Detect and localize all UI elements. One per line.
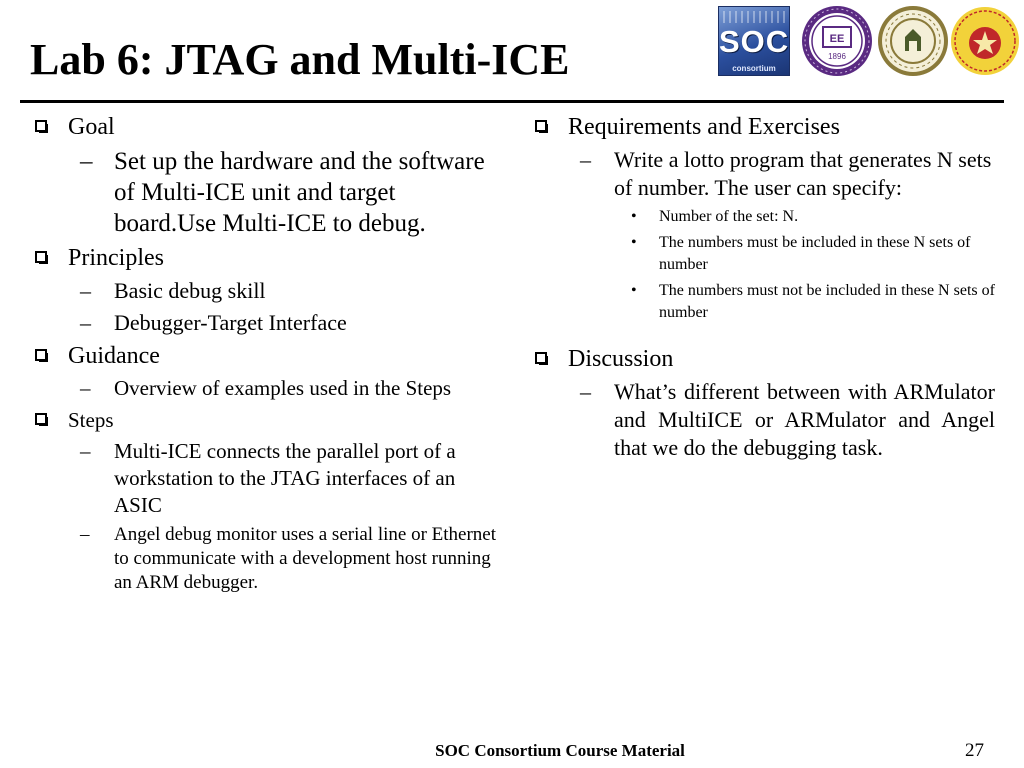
guidance-item xyxy=(33,375,498,402)
checkbox-bullet-icon xyxy=(535,352,547,364)
discussion-item xyxy=(533,378,995,462)
dot-bullet: • xyxy=(631,234,637,251)
goal-heading-text: Goal xyxy=(68,114,115,140)
dash-bullet: – xyxy=(580,147,591,172)
checkbox-bullet-icon xyxy=(35,349,47,361)
steps-item xyxy=(33,523,498,595)
footer-text: SOC Consortium Course Material xyxy=(435,741,685,760)
page-number: 27 xyxy=(965,740,984,761)
discussion-item-text: What’s different between with ARMulator and MultiICE or ARMulator and Angel that we do the debugging task. xyxy=(614,379,995,460)
seal-year: 1896 xyxy=(828,52,846,61)
guidance-heading-text: Guidance xyxy=(68,343,160,369)
title-divider xyxy=(20,100,1004,103)
requirements-subitem-text: The numbers must be included in these N sets of number xyxy=(659,234,971,273)
requirements-subitem-text: The numbers must not be included in these N sets of number xyxy=(659,282,995,321)
seal-mark: EE xyxy=(829,33,845,45)
slide-footer xyxy=(0,741,1024,761)
requirements-heading-text: Requirements and Exercises xyxy=(568,114,840,140)
soc-logo-word: SOC xyxy=(719,24,790,59)
requirements-item xyxy=(533,146,995,202)
steps-item xyxy=(33,438,498,519)
checkbox-bullet-icon xyxy=(535,120,547,132)
dash-bullet: – xyxy=(80,310,91,335)
steps-item-text: Angel debug monitor uses a serial line or Ethernet to communicate with a development host running an ARM debugger. xyxy=(114,524,497,593)
requirements-subitem-text: Number of the set: N. xyxy=(659,208,799,225)
discussion-heading xyxy=(533,344,995,374)
goal-item-text: Set up the hardware and the software of Multi-ICE unit and target board.Use Multi-ICE to debug. xyxy=(114,148,485,237)
principles-heading xyxy=(33,243,498,273)
slide-title: Lab 6: JTAG and Multi-ICE xyxy=(30,35,570,84)
left-column xyxy=(33,112,498,599)
guidance-heading xyxy=(33,341,498,371)
discussion-heading-text: Discussion xyxy=(568,346,674,372)
guidance-item-text: Overview of examples used in the Steps xyxy=(114,376,452,400)
requirements-item-text: Write a lotto program that generates N sets of number. The user can specify: xyxy=(614,147,992,200)
university-seal-olive-icon xyxy=(877,5,949,77)
checkbox-bullet-icon xyxy=(35,251,47,263)
soc-logo-pattern xyxy=(723,11,785,23)
checkbox-bullet-icon xyxy=(35,413,47,425)
steps-heading-text: Steps xyxy=(68,408,114,432)
dash-bullet: – xyxy=(80,278,91,303)
principles-heading-text: Principles xyxy=(68,245,164,271)
principles-item xyxy=(33,277,498,305)
checkbox-bullet-icon xyxy=(35,120,47,132)
principles-item-text: Basic debug skill xyxy=(114,278,266,303)
soc-consortium-logo xyxy=(718,6,790,76)
dash-bullet: – xyxy=(80,439,91,463)
principles-item xyxy=(33,309,498,337)
university-seal-red-icon xyxy=(950,5,1020,77)
dash-bullet: – xyxy=(80,524,90,545)
principles-item-text: Debugger-Target Interface xyxy=(114,310,347,335)
requirements-subitem xyxy=(533,232,995,276)
goal-item xyxy=(33,146,498,239)
soc-logo-subtitle: consortium xyxy=(732,64,776,73)
spacer xyxy=(533,328,995,344)
dot-bullet: • xyxy=(631,208,637,225)
university-seal-purple-icon xyxy=(801,5,873,77)
requirements-subitem xyxy=(533,206,995,228)
right-column xyxy=(533,112,995,466)
goal-heading xyxy=(33,112,498,142)
dash-bullet: – xyxy=(580,379,591,404)
dash-bullet: – xyxy=(80,148,93,175)
requirements-heading xyxy=(533,112,995,142)
dot-bullet: • xyxy=(631,282,637,299)
dash-bullet: – xyxy=(80,376,91,400)
steps-heading xyxy=(33,406,498,434)
steps-item-text: Multi-ICE connects the parallel port of a workstation to the JTAG interfaces of an ASIC xyxy=(114,439,456,517)
requirements-subitem xyxy=(533,280,995,324)
